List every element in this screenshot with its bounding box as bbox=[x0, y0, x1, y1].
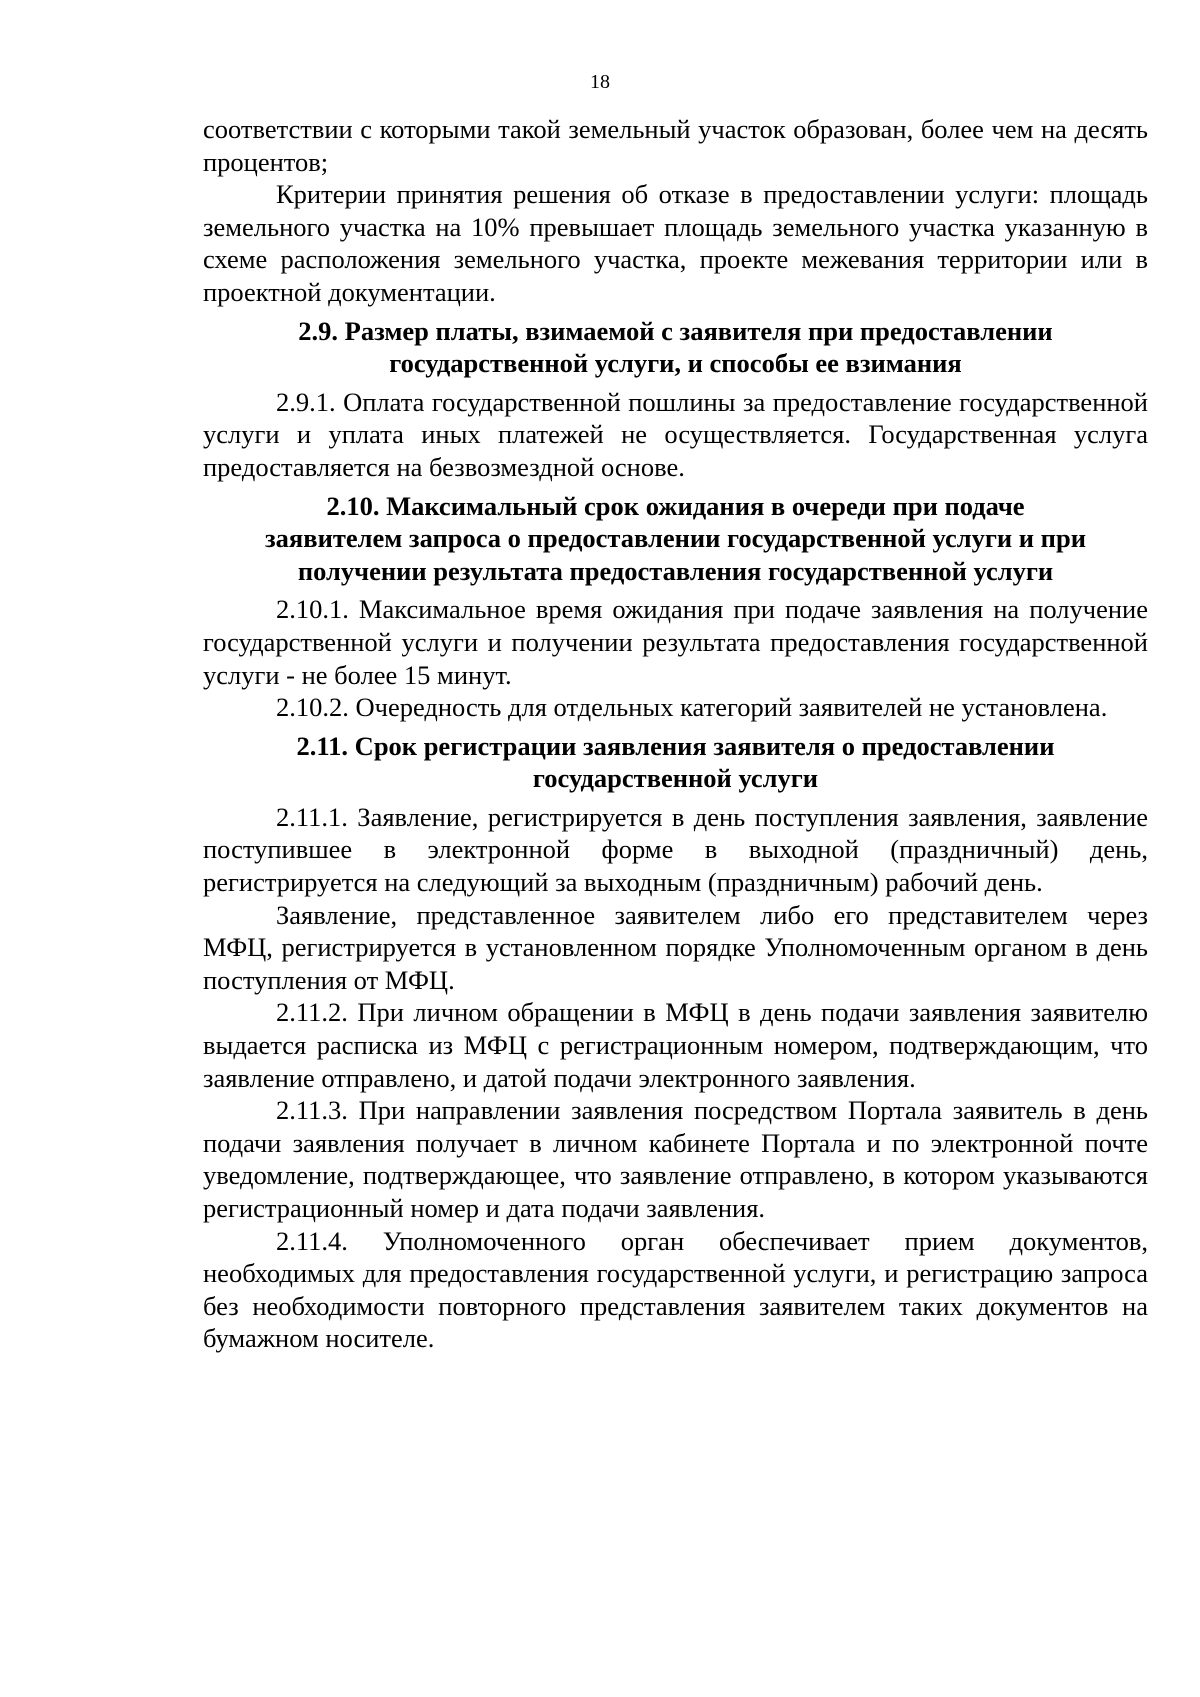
document-body bbox=[203, 113, 1148, 1355]
heading-2-10-line-1: 2.10. Максимальный срок ожидания в очереди при подаче bbox=[326, 490, 1025, 521]
paragraph-area-deviation: соответствии с которыми такой земельный участок образован, более чем на десять процентов; bbox=[203, 114, 1148, 177]
paragraph-2-10-2: 2.10.2. Очередность для отдельных категорий заявителей не установлена. bbox=[276, 692, 1108, 723]
heading-2-10-line-3: получении результата предоставления государственной услуги bbox=[297, 555, 1054, 586]
paragraph-2-11-3: 2.11.3. При направлении заявления посредством Портала заявитель в день подачи заявления получает в личном кабинете Портала и по электронной почте уведомление, подтверждающее, что заявление отправлено, в котором указываются регистрационный номер и дата подачи заявления. bbox=[203, 1095, 1148, 1223]
paragraph-2-10-1: 2.10.1. Максимальное время ожидания при подаче заявления на получение государственной услуги и получении результата предоставления государственной услуги - не более 15 минут. bbox=[203, 594, 1148, 690]
paragraph-mfc-registration: Заявление, представленное заявителем либо его представителем через МФЦ, регистрируется в установленном порядке Уполномоченным органом в день поступления от МФЦ. bbox=[203, 899, 1148, 995]
page-number: 18 bbox=[590, 71, 610, 93]
paragraph-2-11-4: 2.11.4. Уполномоченного орган обеспечивает прием документов, необходимых для предоставления государственной услуги, и регистрацию запроса без необходимости повторного представления заявителем таких документов на бумажном носителе. bbox=[203, 1225, 1148, 1354]
paragraph-2-11-2: 2.11.2. При личном обращении в МФЦ в день подачи заявления заявителю выдается расписка из МФЦ с регистрационным номером, подтверждающим, что заявление отправлено, и датой подачи электронного заявления. bbox=[203, 997, 1148, 1093]
heading-2-9 bbox=[203, 315, 1148, 380]
heading-2-11-line-1: 2.11. Срок регистрации заявления заявителя о предоставлении bbox=[296, 730, 1055, 761]
heading-2-10-line-2: заявителем запроса о предоставлении государственной услуги и при bbox=[265, 523, 1086, 554]
heading-2-11-line-2: государственной услуги bbox=[532, 763, 819, 794]
heading-2-9-line-2: государственной услуги, и способы ее взимания bbox=[389, 348, 962, 379]
paragraph-refusal-criteria: Критерии принятия решения об отказе в предоставлении услуги: площадь земельного участка на 10% превышает площадь земельного участка указанную в схеме расположения земельного участка, проекте межевания территории или в проектной документации. bbox=[203, 179, 1148, 307]
paragraph-2-11-1: 2.11.1. Заявление, регистрируется в день поступления заявления, заявление поступившее в электронной форме в выходной (праздничный) день, регистрируется на следующий за выходным (праздничным) рабочий день. bbox=[203, 801, 1148, 898]
heading-2-9-line-1: 2.9. Размер платы, взимаемой с заявителя при предоставлении bbox=[298, 315, 1053, 346]
heading-2-10 bbox=[203, 490, 1148, 588]
heading-2-11 bbox=[203, 730, 1148, 795]
paragraph-2-9-1: 2.9.1. Оплата государственной пошлины за предоставление государственной услуги и уплата иных платежей не осуществляется. Государственная услуга предоставляется на безвозмездной основе. bbox=[203, 386, 1148, 482]
